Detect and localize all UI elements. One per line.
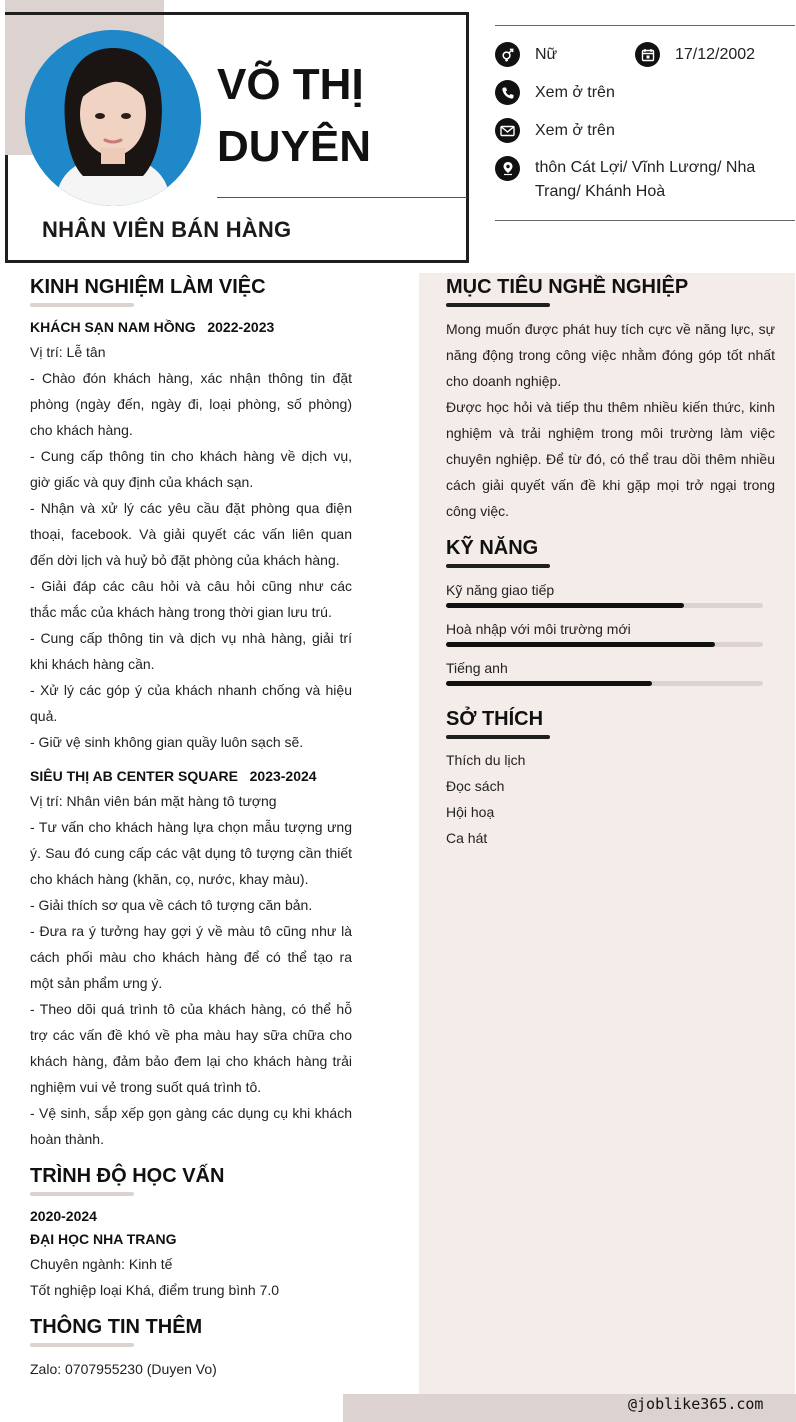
job-2-task: - Theo dõi quá trình tô của khách hàng, có thể hỗ trợ các vấn đề khó về pha màu hay sữa chữa cho khách hàng, đảm bảo đem lại cho khách hàng trải nghiệm vui vẻ trong suốt quá trình tô. bbox=[30, 1001, 352, 1095]
hobbies-title-underline bbox=[446, 735, 550, 739]
job-2-period: 2023-2024 bbox=[249, 768, 317, 784]
gender-value: Nữ bbox=[535, 46, 558, 63]
portrait-photo bbox=[25, 30, 201, 206]
education-school: ĐẠI HỌC NHA TRANG bbox=[30, 1231, 177, 1247]
objective-paragraph-1: Mong muốn được phát huy tích cực về năng lực, sự năng động trong công việc nhằm đóng góp tốt nhất cho doanh nghiệp. bbox=[446, 321, 775, 389]
skill-label: Kỹ năng giao tiếp bbox=[446, 582, 555, 598]
education-title: TRÌNH ĐỘ HỌC VẤN bbox=[30, 1165, 225, 1187]
email-icon bbox=[495, 118, 520, 143]
job-1-company: KHÁCH SẠN NAM HỒNG bbox=[30, 319, 196, 335]
job-1-task: - Chào đón khách hàng, xác nhận thông tin đặt phòng (ngày đến, ngày đi, loại phòng, số phòng) cho khách hàng. bbox=[30, 370, 352, 438]
job-2-task: - Tư vấn cho khách hàng lựa chọn mẫu tượng ưng ý. Sau đó cung cấp các vật dụng tô tượng cần thiết cho khách hàng (khăn, cọ, nước, khay màu). bbox=[30, 819, 352, 887]
skill-bar-track bbox=[446, 603, 763, 608]
address-value: thôn Cát Lợi/ Vĩnh Lương/ Nha Trang/ Khánh Hoà bbox=[535, 159, 756, 200]
objective-paragraph-2: Được học hỏi và tiếp thu thêm nhiều kiến thức, kinh nghiệm và trải nghiệm trong môi trường làm việc chuyên nghiệp. Để từ đó, có thể trau dồi thêm nhiều cách giải quyết vấn đề khi gặp mọi trở ngại trong công việc. bbox=[446, 399, 775, 519]
skill-bar-fill bbox=[446, 681, 652, 686]
contact-phone bbox=[495, 80, 615, 105]
name-line-1: VÕ THỊ bbox=[217, 60, 364, 109]
skill-bar-fill bbox=[446, 642, 715, 647]
skill-label: Hoà nhập với môi trường mới bbox=[446, 621, 631, 637]
job-1-task: - Giữ vệ sinh không gian quầy luôn sạch sẽ. bbox=[30, 734, 304, 750]
location-icon bbox=[495, 156, 520, 181]
objective-text bbox=[446, 316, 775, 524]
birthday-value: 17/12/2002 bbox=[675, 46, 756, 63]
job-1-period: 2022-2023 bbox=[207, 319, 275, 335]
job-2-task-list bbox=[30, 814, 352, 1152]
job-1-heading bbox=[30, 319, 274, 335]
job-2-task: - Giải thích sơ qua về cách tô tượng căn bản. bbox=[30, 897, 313, 913]
contact-email bbox=[495, 118, 615, 143]
contact-top-rule bbox=[495, 25, 795, 26]
name-line-2: DUYÊN bbox=[217, 122, 372, 171]
contact-gender bbox=[495, 42, 557, 67]
hobby-item: Ca hát bbox=[446, 830, 488, 846]
gender-icon bbox=[495, 42, 520, 67]
skill-bar-track bbox=[446, 681, 763, 686]
education-title-underline bbox=[30, 1192, 134, 1196]
education-period: 2020-2024 bbox=[30, 1208, 97, 1224]
skills-title-underline bbox=[446, 564, 550, 568]
job-2-task: - Đưa ra ý tưởng hay gợi ý về màu tô cũng như là cách phối màu cho khách hàng để có thể tạo ra một sản phẩm ưng ý. bbox=[30, 923, 352, 991]
job-2-heading bbox=[30, 768, 317, 784]
experience-title-underline bbox=[30, 303, 134, 307]
job-2-position: Vị trí: Nhân viên bán mặt hàng tô tượng bbox=[30, 793, 277, 809]
hobby-item: Đọc sách bbox=[446, 778, 505, 794]
job-1-task: - Xử lý các góp ý của khách nhanh chống và hiệu quả. bbox=[30, 682, 352, 724]
job-1-task: - Giải đáp các câu hỏi và câu hỏi cũng như các thắc mắc của khách hàng trong thời gian lưu trú. bbox=[30, 578, 352, 620]
zalo-contact: Zalo: 0707955230 (Duyen Vo) bbox=[30, 1361, 217, 1377]
hobbies-title: SỞ THÍCH bbox=[446, 708, 544, 730]
hobby-item: Hội hoạ bbox=[446, 804, 495, 820]
phone-value: Xem ở trên bbox=[535, 84, 615, 101]
job-1-task: - Nhận và xử lý các yêu cầu đặt phòng qua điện thoại, facebook. Và giải quyết các vấn liên quan đến dời lịch và huỷ bỏ đặt phòng của khách hàng. bbox=[30, 500, 352, 568]
contact-bottom-rule bbox=[495, 220, 795, 221]
extra-info-title-underline bbox=[30, 1343, 134, 1347]
phone-icon bbox=[495, 80, 520, 105]
watermark: @joblike365.com bbox=[628, 1395, 764, 1413]
job-title: NHÂN VIÊN BÁN HÀNG bbox=[42, 217, 292, 242]
skill-label: Tiếng anh bbox=[446, 660, 508, 676]
hobby-item: Thích du lịch bbox=[446, 752, 526, 768]
job-1-task-list bbox=[30, 365, 352, 755]
education-result: Tốt nghiệp loại Khá, điểm trung bình 7.0 bbox=[30, 1282, 280, 1298]
job-2-task: - Vệ sinh, sắp xếp gọn gàng các dụng cụ khi khách hoàn thành. bbox=[30, 1105, 352, 1147]
extra-info-title: THÔNG TIN THÊM bbox=[30, 1316, 203, 1338]
avatar bbox=[25, 30, 201, 206]
full-name bbox=[217, 54, 457, 178]
contact-birthday bbox=[635, 42, 755, 67]
contact-block bbox=[495, 25, 795, 26]
skills-title: KỸ NĂNG bbox=[446, 537, 539, 559]
objective-title: MỤC TIÊU NGHỀ NGHIỆP bbox=[446, 276, 689, 298]
job-1-task: - Cung cấp thông tin cho khách hàng về dịch vụ, giờ giấc và quy định của khách sạn. bbox=[30, 448, 352, 490]
objective-title-underline bbox=[446, 303, 550, 307]
job-1-task: - Cung cấp thông tin và dịch vụ nhà hàng, giải trí khi khách hàng cần. bbox=[30, 630, 352, 672]
experience-title: KINH NGHIỆM LÀM VIỆC bbox=[30, 276, 266, 298]
skill-bar-fill bbox=[446, 603, 684, 608]
name-divider bbox=[217, 197, 467, 198]
job-1-position: Vị trí: Lễ tân bbox=[30, 344, 106, 360]
education-major: Chuyên ngành: Kinh tế bbox=[30, 1256, 173, 1272]
skill-bar-track bbox=[446, 642, 763, 647]
calendar-icon bbox=[635, 42, 660, 67]
contact-address bbox=[495, 156, 775, 204]
header-frame-left-edge bbox=[5, 155, 8, 263]
email-value: Xem ở trên bbox=[535, 122, 615, 139]
job-2-company: SIÊU THỊ AB CENTER SQUARE bbox=[30, 768, 238, 784]
